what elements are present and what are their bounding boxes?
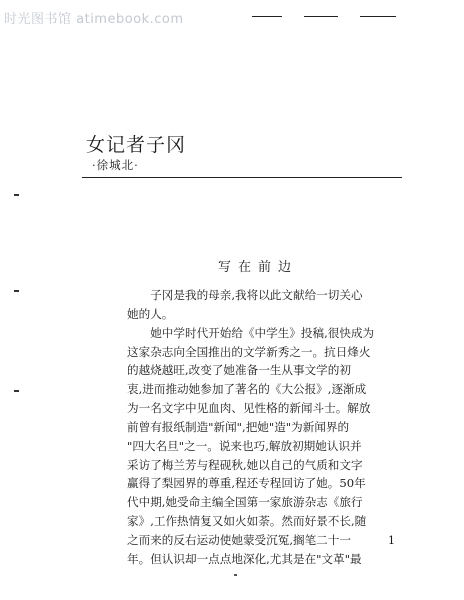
section-heading: 写在前边 [218, 260, 299, 275]
page-number: 1 [388, 534, 395, 547]
header-rule [360, 16, 396, 17]
text-line: 年。但认识却一点点地深化,尤其是在"文革"最 [127, 551, 362, 566]
text-line: 代中期,她受命主编全国第一家旅游杂志《旅行 [127, 495, 363, 510]
article-author: ·徐城北· [92, 158, 139, 172]
body-text [127, 286, 395, 569]
text-line: 这家杂志向全国推出的文学新秀之一。抗日烽火 [127, 344, 371, 359]
text-line: 衷,进而推动她参加了著名的《大公报》,逐渐成 [127, 382, 367, 397]
text-line: 的越烧越旺,改变了她准备一生从事文学的初 [127, 363, 351, 378]
text-line: 子冈是我的母亲,我将以此文献给一切关心 [127, 288, 363, 302]
text-line: "四大名旦"之一。说来也巧,解放初期她认识并 [127, 438, 362, 453]
text-line: 之而来的反右运动使她蒙受沉冤,搁笔二十一 [127, 532, 351, 547]
text-line: 采访了梅兰芳与程砚秋,她以自己的气质和文字 [127, 457, 363, 472]
header-rule [252, 16, 282, 17]
margin-mark [14, 390, 19, 392]
text-line: 她中学时代开始给《中学生》投稿,很快成为 [127, 325, 375, 340]
title-divider [82, 177, 402, 178]
text-line: 前曾有报纸制造"新闻",把她"造"为新闻界的 [127, 419, 350, 434]
watermark: 时光图书馆 atimebook.com [4, 12, 184, 27]
text-line: 家》,工作热情复又如火如荼。然而好景不长,随 [127, 514, 367, 529]
text-line: 赢得了梨园界的尊重,程还专程回访了她。50年 [127, 476, 366, 491]
margin-mark [14, 290, 19, 292]
text-line: 她的人。 [127, 306, 174, 321]
text-line: 为一名文字中见血肉、见性格的新闻斗士。解放 [127, 401, 371, 416]
article-title: 女记者子冈 [86, 134, 187, 156]
footer-mark [234, 574, 237, 576]
margin-mark [14, 194, 19, 196]
header-rule [304, 16, 338, 17]
